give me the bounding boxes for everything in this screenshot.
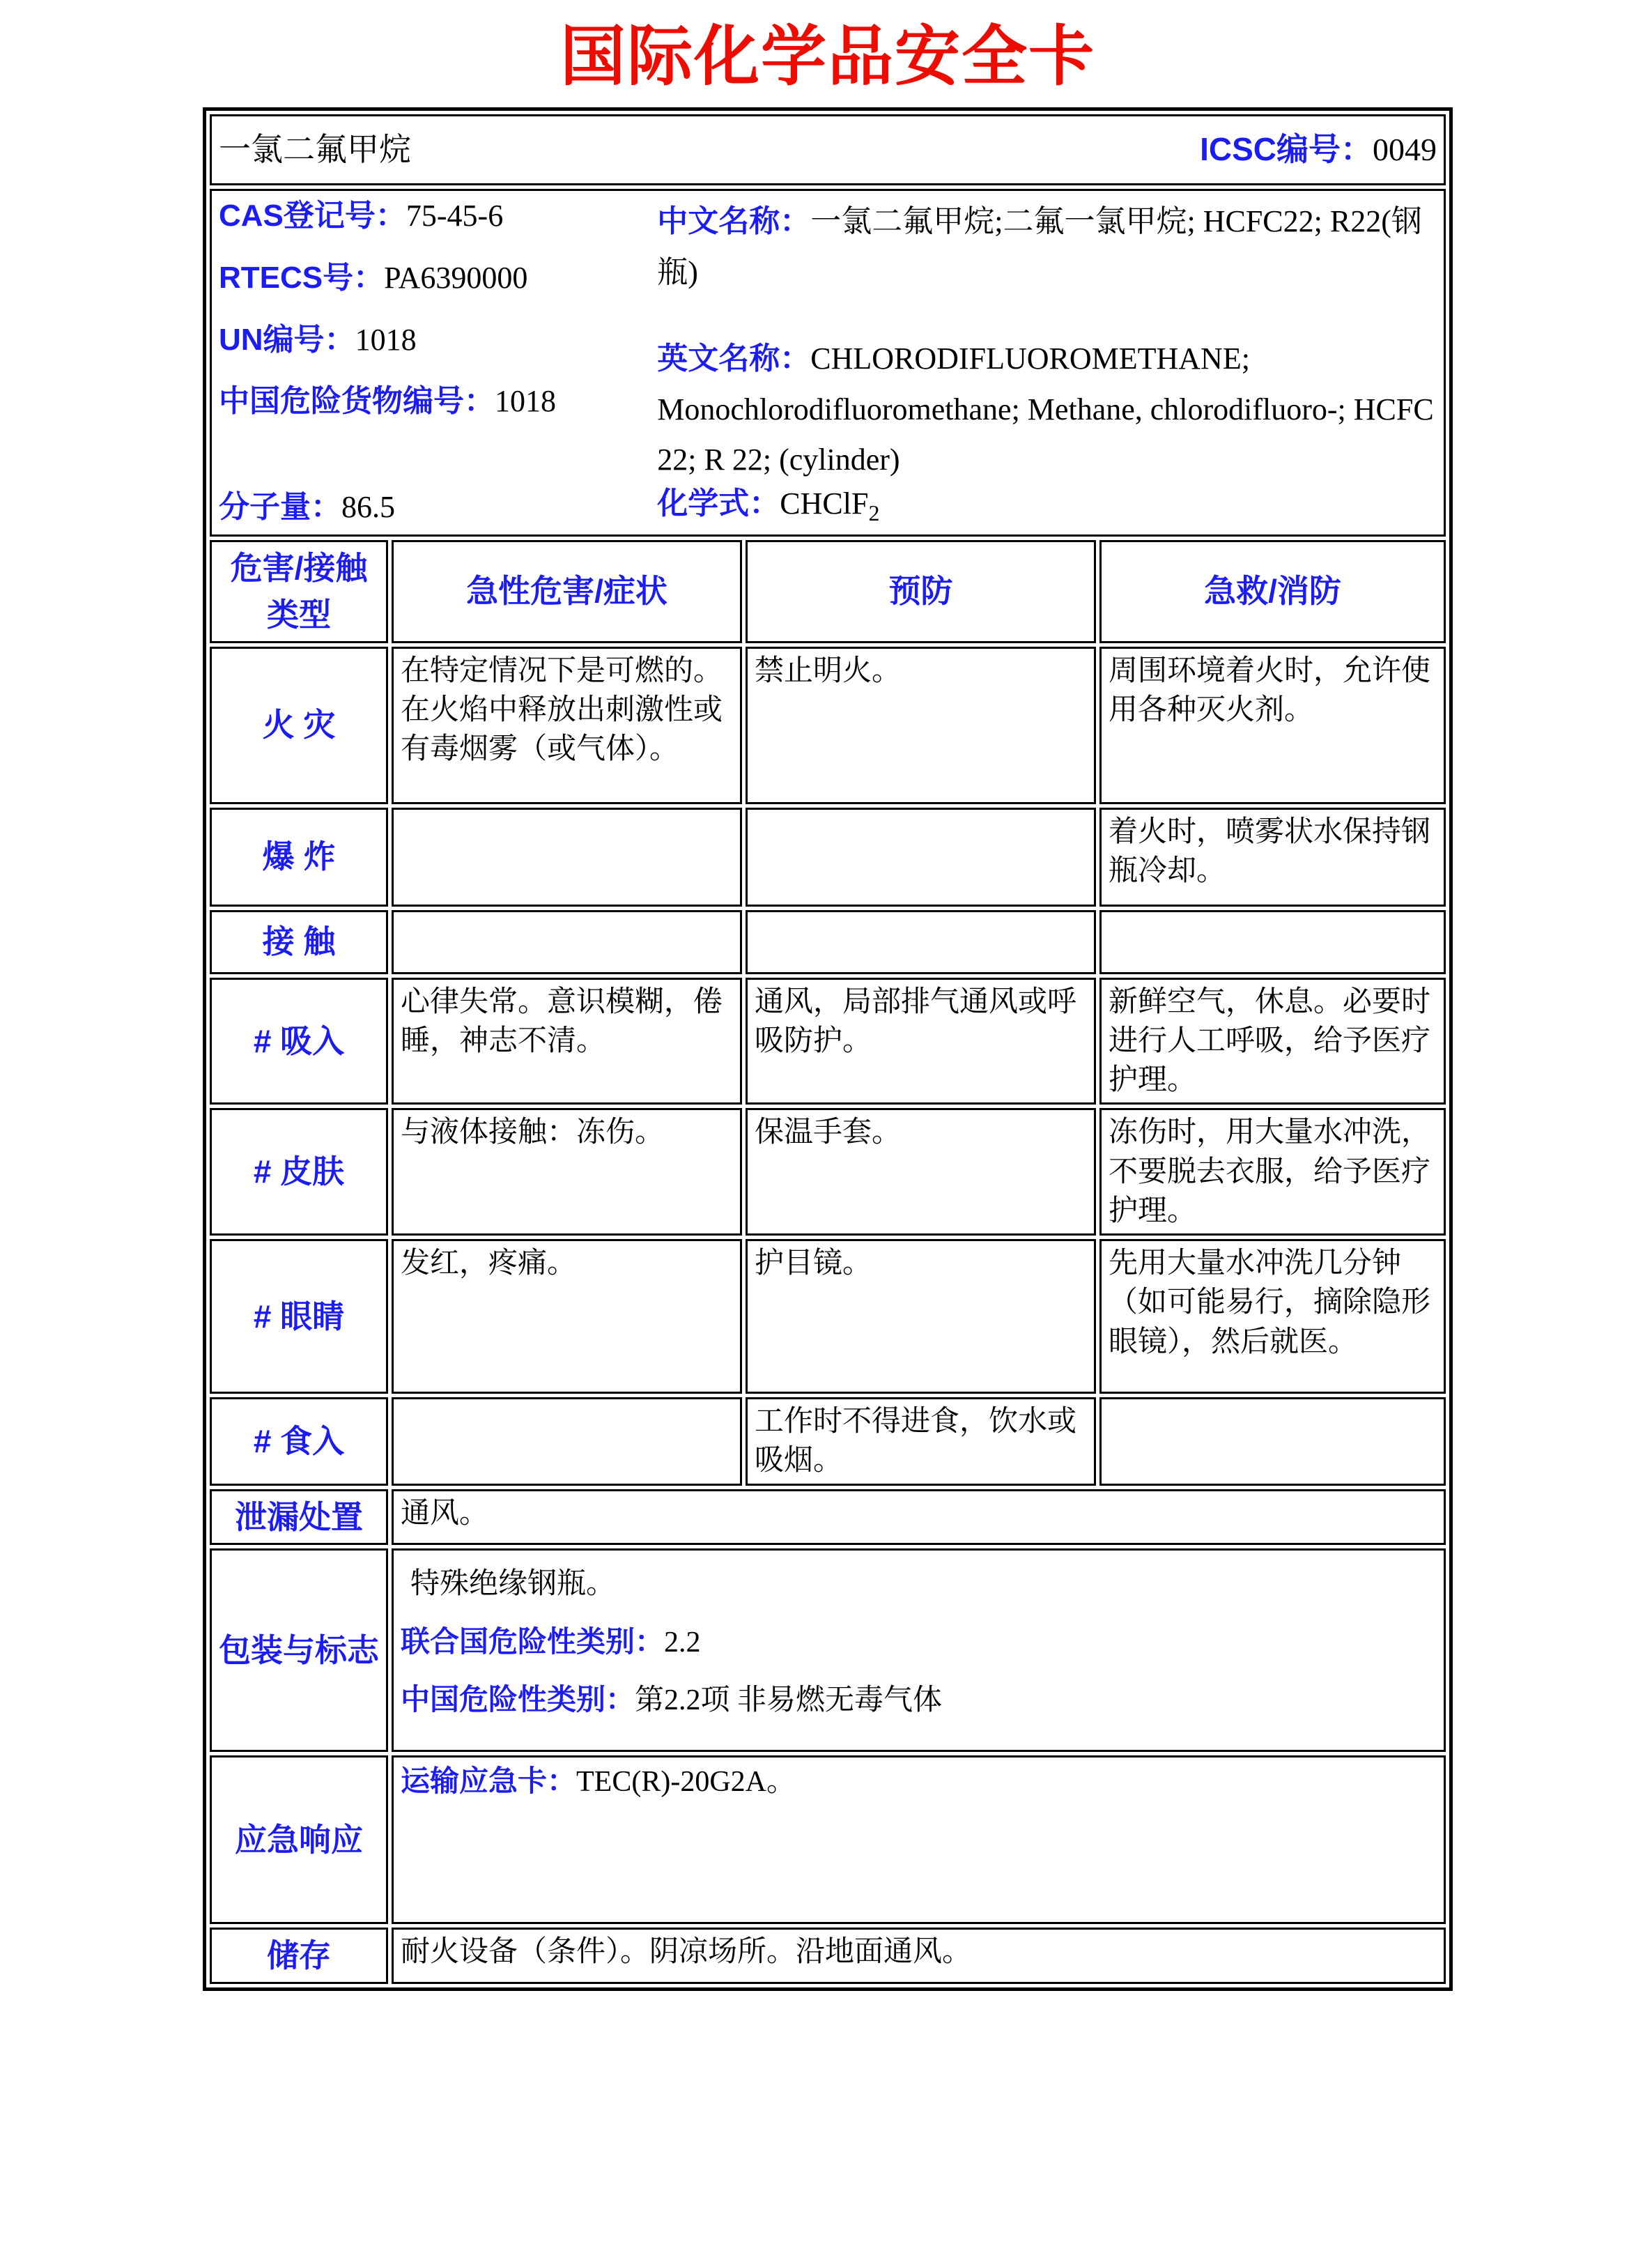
inhalation-symptoms: 心律失常。意识模糊，倦睡，神志不清。 xyxy=(392,978,742,1105)
card-header-cell xyxy=(210,114,1446,185)
un-number-line xyxy=(219,322,657,359)
eyes-first-aid: 先用大量水冲洗几分钟（如可能易行，摘除隐形眼镜），然后就医。 xyxy=(1099,1239,1446,1394)
table-row-explosion xyxy=(210,808,1446,907)
rtecs-value: PA6390000 xyxy=(384,260,528,295)
transport-card-line xyxy=(401,1762,1437,1801)
identity-cell xyxy=(210,189,1446,537)
english-name-value: CHLORODIFLUOROMETHANE; Monochlorodifluoromethane; Methane, chlorodifluoro-; HCFC 22; R 22; (cylinder) xyxy=(657,341,1434,477)
molecular-weight-line xyxy=(219,489,657,526)
icsc-number-group xyxy=(1200,128,1437,171)
table-row-ingestion xyxy=(210,1397,1446,1486)
molecular-weight-label: 分子量： xyxy=(219,490,341,525)
spill-label: 泄漏处置 xyxy=(210,1489,388,1546)
spill-content: 通风。 xyxy=(392,1489,1446,1546)
table-row-exposure xyxy=(210,910,1446,974)
section-row-spill xyxy=(210,1489,1446,1546)
transport-card-label: 运输应急卡： xyxy=(401,1764,577,1798)
cas-label: CAS登记号： xyxy=(219,199,406,233)
chemical-name: 一氯二氟甲烷 xyxy=(219,132,411,168)
first-aid-header: 急救/消防 xyxy=(1099,540,1446,643)
section-row-emergency xyxy=(210,1755,1446,1924)
formula-label: 化学式： xyxy=(657,486,780,521)
formula-line xyxy=(657,486,1437,526)
table-row-eyes xyxy=(210,1239,1446,1394)
english-name-paragraph xyxy=(657,334,1437,486)
ingestion-symptoms xyxy=(392,1397,742,1486)
un-hazard-class-label: 联合国危险性类别： xyxy=(401,1624,665,1658)
row-label-inhalation: # 吸入 xyxy=(210,978,388,1105)
emergency-content xyxy=(392,1755,1446,1924)
safety-card-page xyxy=(203,20,1453,1991)
ingestion-first-aid xyxy=(1099,1397,1446,1486)
fire-first-aid: 周围环境着火时，允许使用各种灭火剂。 xyxy=(1099,647,1446,804)
prevention-header: 预防 xyxy=(746,540,1096,643)
chinese-name-paragraph xyxy=(657,197,1437,298)
fire-prevention: 禁止明火。 xyxy=(746,647,1096,804)
section-row-storage xyxy=(210,1928,1446,1984)
formula-subscript: 2 xyxy=(868,500,880,525)
identity-right-column xyxy=(657,194,1437,532)
cn-hazard-class-label: 中国危险性类别： xyxy=(401,1682,635,1716)
transport-card-value: TEC(R)-20G2A。 xyxy=(576,1766,796,1799)
explosion-prevention xyxy=(746,808,1096,907)
inhalation-first-aid: 新鲜空气，休息。必要时进行人工呼吸，给予医疗护理。 xyxy=(1099,978,1446,1105)
page-title: 国际化学品安全卡 xyxy=(559,21,1095,93)
safety-card-table xyxy=(203,107,1453,1991)
chinese-name-value: 一氯二氟甲烷;二氟一氯甲烷; HCFC22; R22(钢瓶) xyxy=(657,204,1422,289)
packaging-content xyxy=(392,1548,1446,1752)
skin-symptoms: 与液体接触：冻伤。 xyxy=(392,1108,742,1236)
row-label-skin: # 皮肤 xyxy=(210,1108,388,1236)
cn-dangerous-goods-label: 中国危险货物编号： xyxy=(219,384,495,419)
un-value: 1018 xyxy=(355,322,417,357)
molecular-weight-value: 86.5 xyxy=(341,490,395,525)
row-label-ingestion: # 食入 xyxy=(210,1397,388,1486)
cas-number-line xyxy=(219,198,657,235)
fire-symptoms: 在特定情况下是可燃的。在火焰中释放出刺激性或有毒烟雾（或气体）。 xyxy=(392,647,742,804)
formula-base: CHClF xyxy=(780,486,869,521)
eyes-prevention: 护目镜。 xyxy=(746,1239,1096,1394)
skin-first-aid: 冻伤时，用大量水冲洗，不要脱去衣服，给予医疗护理。 xyxy=(1099,1108,1446,1236)
un-label: UN编号： xyxy=(219,322,355,357)
identity-left-column xyxy=(219,194,657,532)
identity-row xyxy=(210,189,1446,537)
cn-dangerous-goods-line xyxy=(219,383,657,420)
english-name-label: 英文名称： xyxy=(657,341,811,376)
hazard-type-header-line1: 危害/接触 xyxy=(230,550,368,587)
explosion-symptoms xyxy=(392,808,742,907)
cn-hazard-class-line xyxy=(401,1680,1437,1720)
row-label-exposure: 接 触 xyxy=(210,910,388,974)
storage-label: 储存 xyxy=(210,1928,388,1984)
chinese-name-label: 中文名称： xyxy=(657,204,811,239)
icsc-label: ICSC编号： xyxy=(1200,131,1373,168)
symptoms-header: 急性危害/症状 xyxy=(392,540,742,643)
row-label-eyes: # 眼睛 xyxy=(210,1239,388,1394)
table-row-inhalation xyxy=(210,978,1446,1105)
cas-value: 75-45-6 xyxy=(406,199,504,233)
skin-prevention: 保温手套。 xyxy=(746,1108,1096,1236)
row-label-explosion: 爆 炸 xyxy=(210,808,388,907)
exposure-prevention xyxy=(746,910,1096,974)
explosion-first-aid: 着火时，喷雾状水保持钢瓶冷却。 xyxy=(1099,808,1446,907)
table-row-skin xyxy=(210,1108,1446,1236)
inhalation-prevention: 通风，局部排气通风或呼吸防护。 xyxy=(746,978,1096,1105)
hazard-type-header-line2: 类型 xyxy=(267,596,331,633)
un-hazard-class-line xyxy=(401,1622,1437,1662)
emergency-label: 应急响应 xyxy=(210,1755,388,1924)
card-header-row xyxy=(210,114,1446,185)
un-hazard-class-value: 2.2 xyxy=(664,1626,701,1659)
storage-content: 耐火设备（条件）。阴凉场所。沿地面通风。 xyxy=(392,1928,1446,1984)
eyes-symptoms: 发红，疼痛。 xyxy=(392,1239,742,1394)
cn-dangerous-goods-value: 1018 xyxy=(495,384,556,419)
exposure-symptoms xyxy=(392,910,742,974)
ingestion-prevention: 工作时不得进食，饮水或吸烟。 xyxy=(746,1397,1096,1486)
row-label-fire: 火 灾 xyxy=(210,647,388,804)
rtecs-label: RTECS号： xyxy=(219,260,385,295)
table-row-fire xyxy=(210,647,1446,804)
section-row-packaging xyxy=(210,1548,1446,1752)
packaging-label: 包装与标志 xyxy=(210,1548,388,1752)
rtecs-number-line xyxy=(219,260,657,297)
hazard-type-header xyxy=(210,540,388,643)
cn-hazard-class-value: 第2.2项 非易燃无毒气体 xyxy=(635,1684,943,1716)
packaging-cylinder-note: 特殊绝缘钢瓶。 xyxy=(410,1568,616,1601)
exposure-first-aid xyxy=(1099,910,1446,974)
icsc-number: 0049 xyxy=(1373,132,1437,168)
hazard-header-row xyxy=(210,540,1446,643)
